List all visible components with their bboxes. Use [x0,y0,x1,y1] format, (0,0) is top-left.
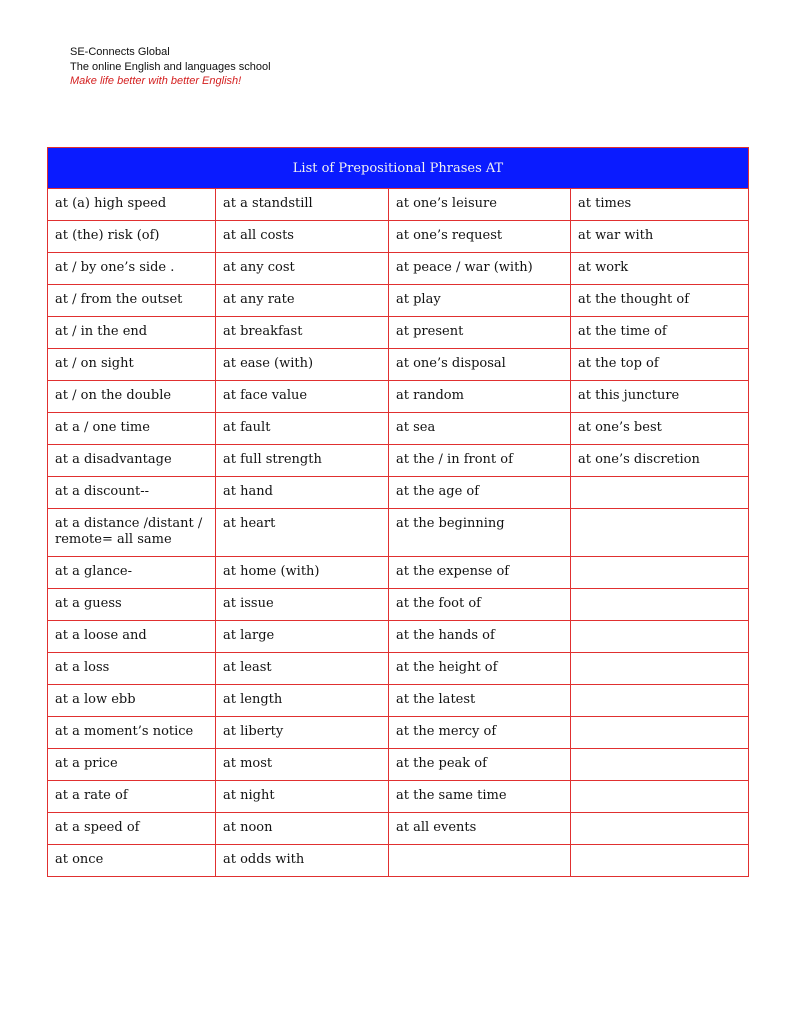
table-row [48,685,749,717]
table-row [48,845,749,877]
table-row [48,221,749,253]
table-row [48,413,749,445]
table-cell [571,557,749,589]
table-row [48,621,749,653]
table-cell: at once [48,845,216,877]
table-cell: at any rate [216,285,389,317]
table-cell: at / on the double [48,381,216,413]
table-cell: at a distance /distant / remote= all same [48,509,216,557]
table-cell: at the same time [389,781,571,813]
table-row [48,749,749,781]
table-row [48,349,749,381]
table-cell: at fault [216,413,389,445]
table-cell: at a price [48,749,216,781]
table-cell: at a rate of [48,781,216,813]
table-cell: at peace / war (with) [389,253,571,285]
table-cell: at / in the end [48,317,216,349]
table-cell: at / from the outset [48,285,216,317]
table-cell [389,845,571,877]
table-cell: at breakfast [216,317,389,349]
table-cell: at a low ebb [48,685,216,717]
table-cell: at odds with [216,845,389,877]
page-header [70,45,271,89]
table-cell: at this juncture [571,381,749,413]
table-cell: at one’s disposal [389,349,571,381]
table-cell: at the top of [571,349,749,381]
table-header-row [48,148,749,189]
table-row [48,653,749,685]
tagline: Make life better with better English! [70,75,242,87]
table-cell [571,717,749,749]
table-cell: at ease (with) [216,349,389,381]
table-cell [571,653,749,685]
school-subtitle: The online English and languages school [70,60,271,73]
table-cell: at sea [389,413,571,445]
table-cell: at a guess [48,589,216,621]
table-cell: at the thought of [571,285,749,317]
table-cell: at the latest [389,685,571,717]
table-row [48,589,749,621]
table-cell: at all events [389,813,571,845]
table-cell: at the beginning [389,509,571,557]
table-cell: at one’s best [571,413,749,445]
table-cell [571,589,749,621]
table-cell: at night [216,781,389,813]
table-row [48,477,749,509]
table-cell: at a discount-- [48,477,216,509]
table-cell: at (the) risk (of) [48,221,216,253]
table-cell [571,813,749,845]
table-cell: at hand [216,477,389,509]
table-row [48,509,749,557]
table-body [48,189,749,877]
table-cell: at issue [216,589,389,621]
table-cell: at war with [571,221,749,253]
table-cell: at the peak of [389,749,571,781]
table-cell: at heart [216,509,389,557]
table-cell: at the / in front of [389,445,571,477]
table-cell: at the age of [389,477,571,509]
table-cell: at noon [216,813,389,845]
table-cell: at the expense of [389,557,571,589]
table-cell [571,509,749,557]
table-row [48,781,749,813]
table-cell: at times [571,189,749,221]
table-row [48,813,749,845]
table-cell: at (a) high speed [48,189,216,221]
table-cell [571,477,749,509]
table-cell: at the hands of [389,621,571,653]
table-cell: at / on sight [48,349,216,381]
table-cell: at work [571,253,749,285]
table-cell: at a speed of [48,813,216,845]
table-title: List of Prepositional Phrases AT [48,148,749,189]
table-cell: at a disadvantage [48,445,216,477]
table-cell [571,781,749,813]
table-cell: at the height of [389,653,571,685]
table-cell [571,749,749,781]
table-cell: at large [216,621,389,653]
table-cell: at liberty [216,717,389,749]
table-cell: at a moment’s notice [48,717,216,749]
table-cell: at present [389,317,571,349]
table-row [48,445,749,477]
table-cell: at least [216,653,389,685]
table-cell: at random [389,381,571,413]
table-row [48,557,749,589]
table-cell: at home (with) [216,557,389,589]
phrases-table [47,147,749,877]
table-cell: at the mercy of [389,717,571,749]
table-cell: at the foot of [389,589,571,621]
table-cell: at face value [216,381,389,413]
table-cell: at / by one’s side . [48,253,216,285]
table-row [48,317,749,349]
table-cell [571,845,749,877]
table-cell: at one’s discretion [571,445,749,477]
table-cell: at the time of [571,317,749,349]
table-cell: at a glance- [48,557,216,589]
table-row [48,381,749,413]
table-cell: at a standstill [216,189,389,221]
table-cell: at one’s request [389,221,571,253]
table-row [48,189,749,221]
table-cell: at a / one time [48,413,216,445]
table-cell: at a loss [48,653,216,685]
table-cell: at one’s leisure [389,189,571,221]
table-cell [571,621,749,653]
table-cell: at a loose and [48,621,216,653]
org-name: SE-Connects Global [70,46,170,58]
table-cell [571,685,749,717]
table-cell: at most [216,749,389,781]
table-cell: at length [216,685,389,717]
table-cell: at any cost [216,253,389,285]
table-cell: at play [389,285,571,317]
table-row [48,717,749,749]
table-cell: at full strength [216,445,389,477]
table-row [48,285,749,317]
table-row [48,253,749,285]
table-cell: at all costs [216,221,389,253]
